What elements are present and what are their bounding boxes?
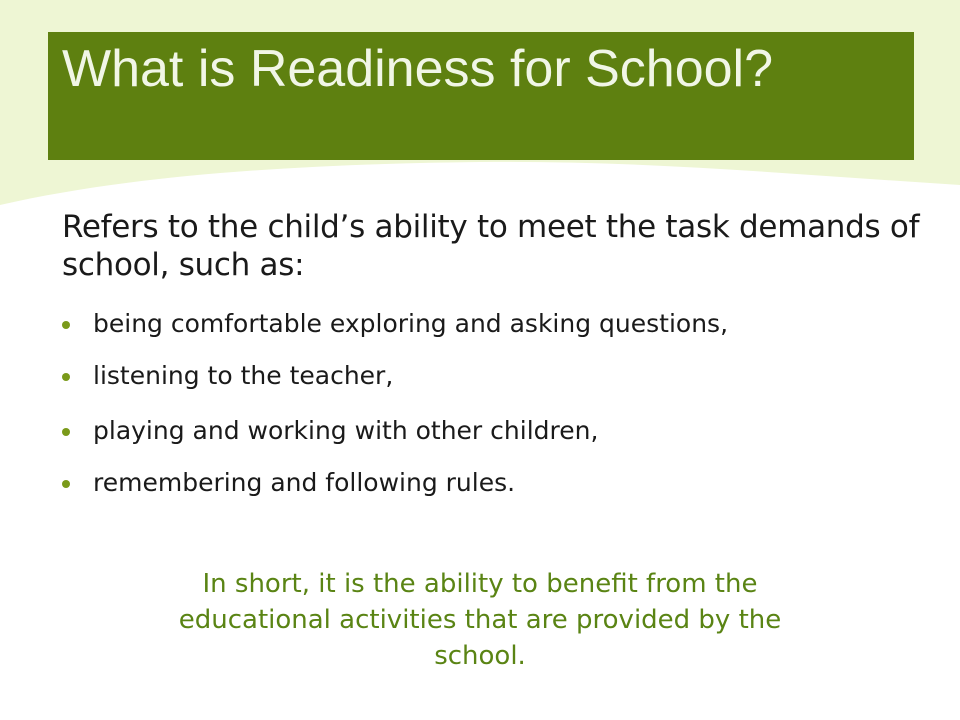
bullet-text: remembering and following rules. [93, 468, 516, 497]
bullet-item [60, 415, 820, 447]
bullet-item [60, 360, 820, 392]
bullet-text: listening to the teacher, [93, 361, 394, 390]
bullet-icon [62, 321, 70, 329]
bullet-text: being comfortable exploring and asking questions, [93, 309, 729, 338]
summary-text: In short, it is the ability to benefit from the educational activities that are provided by the school. [178, 569, 782, 671]
title-bar [48, 32, 914, 160]
slide-title: What is Readiness for School? [62, 40, 774, 98]
bullet-item [60, 308, 820, 340]
bullet-icon [62, 480, 70, 488]
intro-text: Refers to the child’s ability to meet the task demands of school, such as: [62, 209, 920, 283]
bullet-list [60, 308, 820, 499]
bullet-text: playing and working with other children, [93, 416, 599, 445]
bullet-item [60, 467, 820, 499]
bullet-icon [62, 428, 70, 436]
bullet-icon [62, 373, 70, 381]
